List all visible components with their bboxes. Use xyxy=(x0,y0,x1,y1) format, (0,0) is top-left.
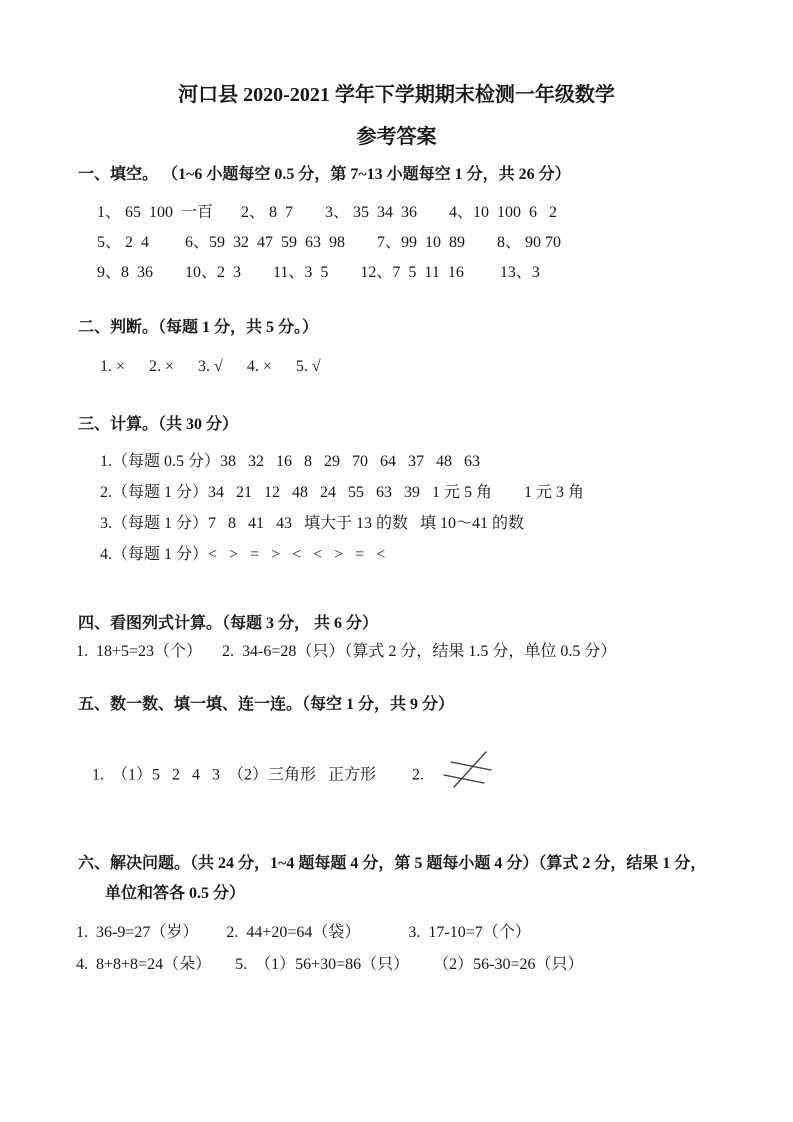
section-3-answers-row-1: 1.（每题 0.5 分）38 32 16 8 29 70 64 37 48 63 xyxy=(100,453,481,470)
section-1-answers-row-1: 1、 65 100 一百 2、 8 7 3、 35 34 36 4、10 100 6 2 xyxy=(97,204,558,221)
section-1-answers-row-2: 5、 2 4 6、59 32 47 59 63 98 7、99 10 89 8、 90 70 xyxy=(97,234,562,251)
page-subtitle: 参考答案 xyxy=(356,126,437,148)
section-2-answers-row: 1. × 2. × 3. √ 4. × 5. √ xyxy=(100,358,321,375)
section-5-answers-row xyxy=(76,727,763,825)
section-5-count-fill-connect-heading: 五、数一数、填一填、连一连。（每空 1 分，共 9 分） xyxy=(78,696,455,713)
section-3-answers-row-2: 2.（每题 1 分）34 21 12 48 24 55 63 39 1 元 5 角 1 元 3 角 xyxy=(100,484,585,501)
page-title: 河口县 2020-2021 学年下学期期末检测一年级数学 xyxy=(178,84,615,106)
section-6-answers-row-1: 1. 36-9=27（岁） 2. 44+20=64（袋） 3. 17-10=7（个） xyxy=(76,924,531,941)
section-2-judgment-heading: 二、判断。（每题 1 分，共 5 分。） xyxy=(78,319,319,336)
section-3-answers-row-3: 3.（每题 1 分）7 8 41 43 填大于 13 的数 填 10～41 的数 xyxy=(100,515,525,532)
section-5-answers-text: 1. （1）5 2 4 3 （2）三角形 正方形 2. xyxy=(92,766,433,784)
section-3-calculation-heading: 三、计算。（共 30 分） xyxy=(78,416,239,433)
section-6-answers-row-2: 4. 8+8+8=24（朵） 5. （1）56+30=86（只） （2）56-30=26（只） xyxy=(76,956,584,973)
section-1-answers-row-3: 9、8 36 10、2 3 11、3 5 12、7 5 11 16 13、3 xyxy=(97,264,540,281)
section-4-answers-row: 1. 18+5=23（个） 2. 34-6=28（只）（算式 2 分，结果 1.5 分，单位 0.5 分） xyxy=(76,643,617,660)
section-6-problem-solving-heading-line-1: 六、解决问题。（共 24 分，1~4 题每题 4 分，第 5 题每小题 4 分）（算式 2 分，结果 1 分， xyxy=(78,855,707,872)
crossed-lines-figure xyxy=(438,749,504,795)
section-1-fill-blanks-heading: 一、填空。 （1~6 小题每空 0.5 分，第 7~13 小题每空 1 分，共 26 分） xyxy=(78,166,571,183)
section-6-problem-solving-heading-line-2: 单位和答各 0.5 分） xyxy=(105,885,246,902)
section-4-picture-equations-heading: 四、看图列式计算。（每题 3 分， 共 6 分） xyxy=(78,615,379,632)
section-3-answers-row-4: 4.（每题 1 分）< > = > < < > = < xyxy=(100,546,386,563)
